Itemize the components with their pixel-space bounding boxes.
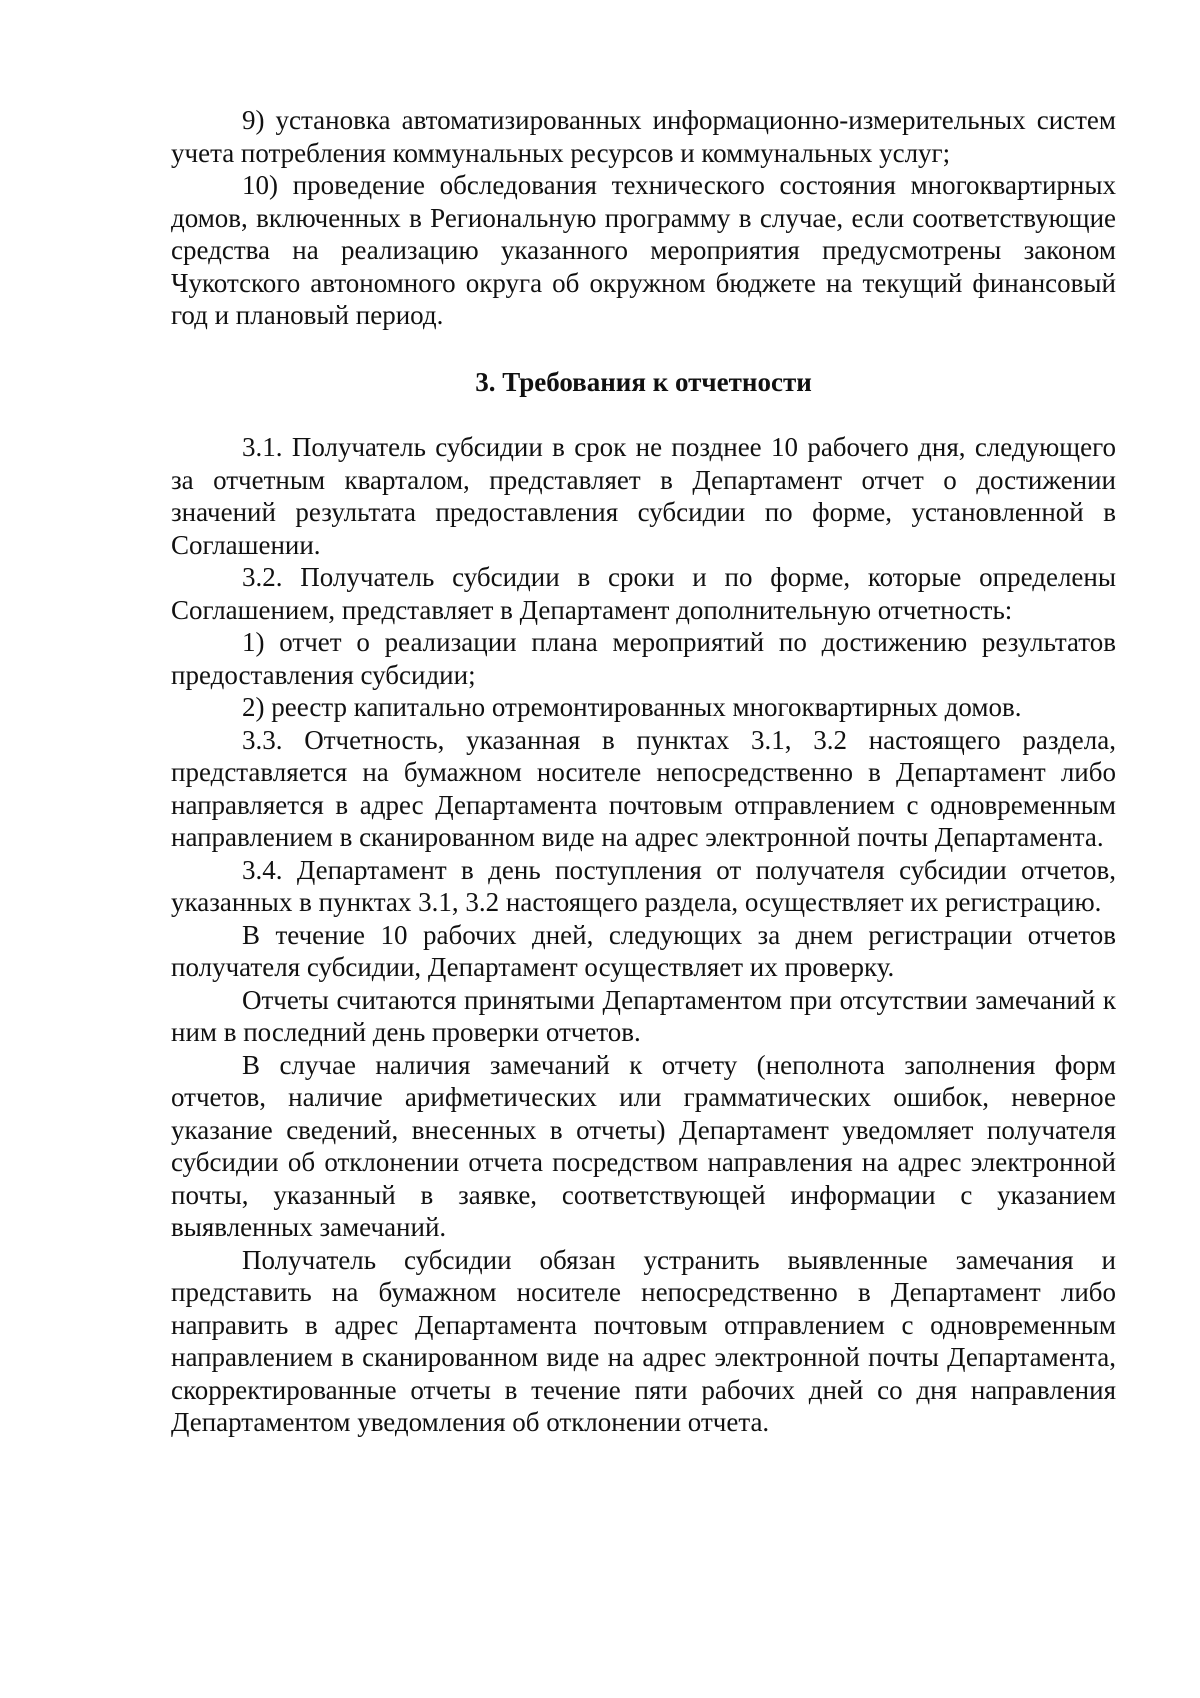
paragraph-3-3: 3.3. Отчетность, указанная в пунктах 3.1, 3.2 настоящего раздела, представляется на бумажном носителе непосредственно в Департамент либо направляется в адрес Департамента почтовым отправлением с одновременным направлением в сканированном виде на адрес электронной почты Департамента.	[171, 724, 1116, 852]
list-item-10: 10) проведение обследования технического состояния многоквартирных домов, включенных в Региональную программу в случае, если соответствующие средства на реализацию указанного мероприятия предусмотрены законом Чукотского автономного округа об окружном бюджете на текущий финансовый год и плановый период.	[171, 170, 1116, 330]
paragraph-3-2-item-1: 1) отчет о реализации плана мероприятий по достижению результатов предоставления субсидии;	[171, 627, 1116, 690]
section-heading: 3. Требования к отчетности	[475, 366, 812, 397]
paragraph-3-2: 3.2. Получатель субсидии в сроки и по форме, которые определены Соглашением, представляет в Департамент дополнительную отчетность:	[171, 562, 1116, 625]
paragraph-review-period: В течение 10 рабочих дней, следующих за днем регистрации отчетов получателя субсидии, Департамент осуществляет их проверку.	[171, 919, 1116, 982]
paragraph-3-1: 3.1. Получатель субсидии в срок не позднее 10 рабочего дня, следующего за отчетным кварталом, представляет в Департамент отчет о достижении значений результата предоставления субсидии по форме, установленной в Соглашении.	[171, 432, 1116, 560]
paragraph-remarks: В случае наличия замечаний к отчету (неполнота заполнения форм отчетов, наличие арифметических или грамматических ошибок, неверное указание сведений, внесенных в отчеты) Департамент уведомляет получателя субсидии об отклонении отчета посредством направления на адрес электронной почты, указанный в заявке, соответствующей информации с указанием выявленных замечаний.	[171, 1049, 1116, 1242]
paragraph-acceptance: Отчеты считаются принятыми Департаментом при отсутствии замечаний к ним в последний день проверки отчетов.	[171, 984, 1116, 1047]
paragraph-3-4: 3.4. Департамент в день поступления от получателя субсидии отчетов, указанных в пунктах 3.1, 3.2 настоящего раздела, осуществляет их регистрацию.	[171, 854, 1116, 917]
list-item-9: 9) установка автоматизированных информационно-измерительных систем учета потребления коммунальных ресурсов и коммунальных услуг;	[171, 105, 1116, 168]
paragraph-correction: Получатель субсидии обязан устранить выявленные замечания и представить на бумажном носителе непосредственно в Департамент либо направить в адрес Департамента почтовым отправлением с одновременным направлением в сканированном виде на адрес электронной почты Департамента, скорректированные отчеты в течение пяти рабочих дней со дня направления Департаментом уведомления об отклонении отчета.	[171, 1244, 1116, 1437]
document-page	[171, 104, 1116, 1439]
paragraph-3-2-item-2: 2) реестр капитально отремонтированных многоквартирных домов.	[242, 692, 1022, 722]
